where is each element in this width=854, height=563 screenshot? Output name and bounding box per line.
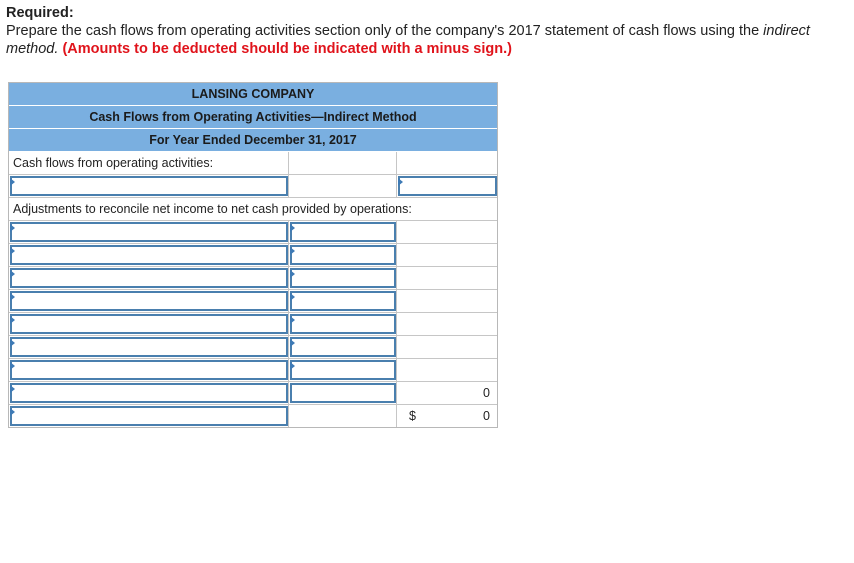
dropdown-marker-icon bbox=[290, 293, 295, 301]
dropdown-marker-icon bbox=[398, 178, 403, 186]
dropdown-marker-icon bbox=[290, 362, 295, 370]
adjustment-amount-input[interactable] bbox=[290, 314, 396, 334]
dropdown-marker-icon bbox=[10, 362, 15, 370]
adjustments-subtotal: 0 bbox=[483, 386, 490, 400]
dropdown-marker-icon bbox=[290, 270, 295, 278]
adjustment-amount-input[interactable] bbox=[290, 337, 396, 357]
adjustment-row bbox=[9, 382, 497, 405]
dropdown-marker-icon bbox=[10, 339, 15, 347]
empty-cell bbox=[396, 267, 497, 289]
adjustment-amount-input[interactable] bbox=[290, 383, 396, 403]
empty-cell bbox=[288, 405, 396, 427]
adjustment-label-input[interactable] bbox=[10, 360, 288, 380]
dropdown-marker-icon bbox=[10, 178, 15, 186]
adjustment-row bbox=[9, 267, 497, 290]
empty-cell bbox=[396, 244, 497, 266]
company-name: LANSING COMPANY bbox=[9, 83, 497, 106]
adjustment-amount-input[interactable] bbox=[290, 222, 396, 242]
operating-section-text: Cash flows from operating activities: bbox=[13, 156, 214, 170]
adjustment-label-input[interactable] bbox=[10, 245, 288, 265]
adjustments-section-label: Adjustments to reconcile net income to net cash provided by operations: bbox=[13, 202, 412, 216]
empty-cell bbox=[396, 290, 497, 312]
dropdown-marker-icon bbox=[290, 224, 295, 232]
adjustment-row bbox=[9, 290, 497, 313]
method-text: indirect method. bbox=[6, 23, 810, 57]
empty-cell bbox=[396, 336, 497, 358]
dropdown-marker-icon bbox=[10, 316, 15, 324]
instruction-line: Prepare the cash flows from operating activities section only of the company's 2017 statement of cash flows using the bbox=[6, 23, 760, 39]
adjustment-row bbox=[9, 221, 497, 244]
operating-section-label bbox=[9, 152, 288, 174]
net-cash-total: 0 bbox=[483, 409, 490, 423]
currency-symbol: $ bbox=[409, 409, 416, 423]
empty-cell bbox=[396, 313, 497, 335]
empty-cell bbox=[396, 152, 497, 174]
dropdown-marker-icon bbox=[10, 270, 15, 278]
adjustment-label-input[interactable] bbox=[10, 268, 288, 288]
adjustment-amount-input[interactable] bbox=[290, 268, 396, 288]
empty-cell bbox=[396, 359, 497, 381]
dropdown-marker-icon bbox=[290, 316, 295, 324]
adjustment-row bbox=[9, 244, 497, 267]
instruction-text bbox=[6, 22, 846, 58]
empty-cell bbox=[396, 221, 497, 243]
operating-section-row bbox=[9, 152, 497, 175]
adjustment-row bbox=[9, 313, 497, 336]
instructions bbox=[6, 4, 846, 58]
net-income-label-input[interactable] bbox=[10, 176, 288, 196]
statement-period: For Year Ended December 31, 2017 bbox=[9, 129, 497, 152]
empty-cell bbox=[288, 175, 396, 197]
net-income-amount-input[interactable] bbox=[398, 176, 497, 196]
dropdown-marker-icon bbox=[290, 339, 295, 347]
adjustment-label-input[interactable] bbox=[10, 222, 288, 242]
cash-flow-worksheet bbox=[8, 82, 498, 428]
statement-title: Cash Flows from Operating Activities—Indirect Method bbox=[9, 106, 497, 129]
net-income-row bbox=[9, 175, 497, 198]
adjustment-row bbox=[9, 359, 497, 382]
adjustment-label-input[interactable] bbox=[10, 314, 288, 334]
adjustment-amount-input[interactable] bbox=[290, 360, 396, 380]
adjustment-label-input[interactable] bbox=[10, 337, 288, 357]
total-label-input[interactable] bbox=[10, 406, 288, 426]
dropdown-marker-icon bbox=[10, 385, 15, 393]
required-label: Required: bbox=[6, 5, 74, 21]
minus-sign-note: (Amounts to be deducted should be indicated with a minus sign.) bbox=[62, 41, 512, 57]
adjustment-amount-input[interactable] bbox=[290, 291, 396, 311]
adjustment-row bbox=[9, 336, 497, 359]
empty-cell bbox=[288, 152, 396, 174]
dropdown-marker-icon bbox=[10, 408, 15, 416]
dropdown-marker-icon bbox=[10, 293, 15, 301]
dropdown-marker-icon bbox=[10, 224, 15, 232]
total-row bbox=[9, 405, 497, 427]
dropdown-marker-icon bbox=[290, 247, 295, 255]
adjustments-section-row bbox=[9, 198, 497, 221]
adjustment-label-input[interactable] bbox=[10, 291, 288, 311]
adjustment-amount-input[interactable] bbox=[290, 245, 396, 265]
adjustment-label-input[interactable] bbox=[10, 383, 288, 403]
dropdown-marker-icon bbox=[10, 247, 15, 255]
